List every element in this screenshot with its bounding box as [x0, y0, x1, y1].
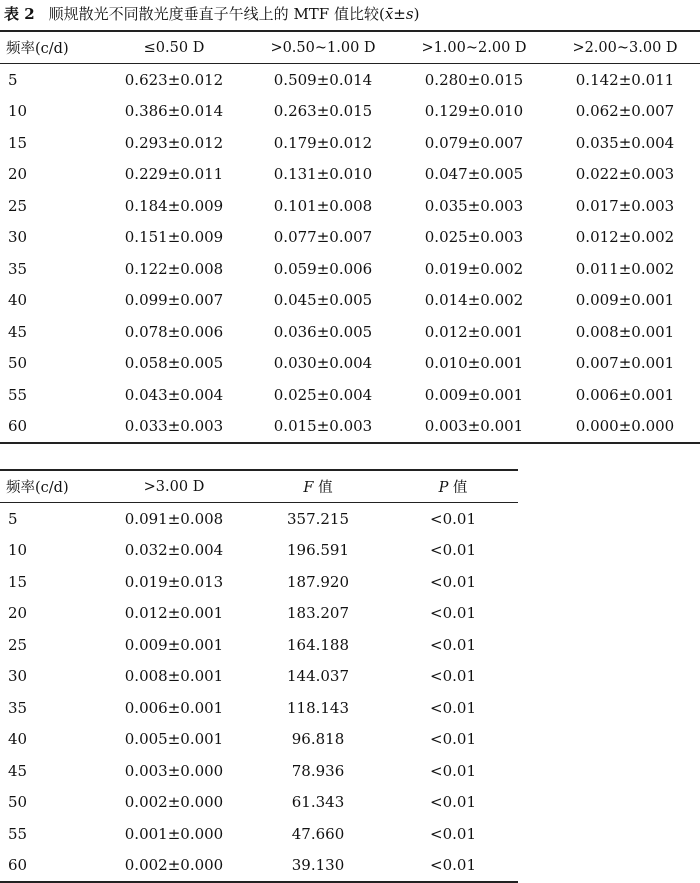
f-value-cell: 196.591	[286, 541, 350, 560]
gt-3-00-cell: 0.008±0.001	[124, 667, 224, 686]
table-header-row	[0, 31, 700, 64]
col-header-2-00-3-00: >2.00~3.00 D	[550, 31, 700, 64]
0-50-1-00-cell: 0.077±0.007	[273, 228, 373, 247]
p-symbol: P	[438, 480, 449, 496]
frequency-cell: 10	[8, 102, 28, 121]
frequency-cell: 40	[8, 291, 28, 310]
frequency-cell: 20	[8, 604, 28, 623]
frequency-cell: 10	[8, 541, 28, 560]
table-row	[0, 316, 700, 348]
1-00-2-00-cell: 0.010±0.001	[424, 354, 524, 373]
frequency-cell: 25	[8, 196, 28, 215]
le-0-50-cell: 0.151±0.009	[124, 228, 224, 247]
1-00-2-00-cell: 0.035±0.003	[424, 196, 524, 215]
table-row	[0, 850, 518, 883]
frequency-cell: 60	[8, 856, 28, 875]
0-50-1-00-cell: 0.263±0.015	[273, 102, 373, 121]
gt-3-00-cell: 0.019±0.013	[124, 572, 224, 591]
table-row	[0, 566, 518, 598]
table-row	[0, 64, 700, 96]
0-50-1-00-cell: 0.179±0.012	[273, 133, 373, 152]
le-0-50-cell: 0.058±0.005	[124, 354, 224, 373]
table-row	[0, 818, 518, 850]
1-00-2-00-cell: 0.003±0.001	[424, 417, 524, 436]
f-value-cell: 144.037	[286, 667, 350, 686]
0-50-1-00-cell: 0.509±0.014	[273, 70, 373, 89]
table-row	[0, 724, 518, 756]
gt-3-00-cell: 0.009±0.001	[124, 635, 224, 654]
f-value-cell: 61.343	[291, 793, 345, 812]
2-00-3-00-cell: 0.011±0.002	[575, 259, 675, 278]
0-50-1-00-cell: 0.101±0.008	[273, 196, 373, 215]
col-header-0-50-1-00: >0.50~1.00 D	[248, 31, 398, 64]
gt-3-00-cell: 0.006±0.001	[124, 698, 224, 717]
gt-3-00-cell: 0.002±0.000	[124, 856, 224, 875]
p-value-cell: <0.01	[430, 730, 476, 749]
col-header-le-0-50: ≤0.50 D	[100, 31, 248, 64]
f-value-cell: 357.215	[286, 509, 350, 528]
table-title: 顺规散光不同散光度垂直子午线上的 MTF 值比较(	[48, 5, 385, 23]
frequency-cell: 50	[8, 793, 28, 812]
2-00-3-00-cell: 0.142±0.011	[575, 70, 675, 89]
le-0-50-cell: 0.078±0.006	[124, 322, 224, 341]
col-header-gt-3-00: >3.00 D	[100, 470, 248, 503]
1-00-2-00-cell: 0.280±0.015	[424, 70, 524, 89]
table-caption	[4, 2, 419, 26]
2-00-3-00-cell: 0.000±0.000	[575, 417, 675, 436]
f-value-cell: 187.920	[286, 572, 350, 591]
le-0-50-cell: 0.293±0.012	[124, 133, 224, 152]
2-00-3-00-cell: 0.007±0.001	[575, 354, 675, 373]
col-header-frequency: 频率(c/d)	[0, 31, 100, 64]
0-50-1-00-cell: 0.030±0.004	[273, 354, 373, 373]
table-row	[0, 503, 518, 535]
f-value-cell: 164.188	[286, 635, 350, 654]
frequency-cell: 35	[8, 259, 28, 278]
0-50-1-00-cell: 0.045±0.005	[273, 291, 373, 310]
frequency-cell: 15	[8, 572, 28, 591]
le-0-50-cell: 0.184±0.009	[124, 196, 224, 215]
gt-3-00-cell: 0.002±0.000	[124, 793, 224, 812]
table-row	[0, 787, 518, 819]
table-row	[0, 629, 518, 661]
2-00-3-00-cell: 0.035±0.004	[575, 133, 675, 152]
0-50-1-00-cell: 0.131±0.010	[273, 165, 373, 184]
f-value-cell: 39.130	[291, 856, 345, 875]
1-00-2-00-cell: 0.014±0.002	[424, 291, 524, 310]
le-0-50-cell: 0.229±0.011	[124, 165, 224, 184]
frequency-cell: 50	[8, 354, 28, 373]
p-suffix: 值	[448, 480, 468, 496]
table-row	[0, 253, 700, 285]
1-00-2-00-cell: 0.025±0.003	[424, 228, 524, 247]
f-value-cell: 78.936	[291, 761, 345, 780]
le-0-50-cell: 0.122±0.008	[124, 259, 224, 278]
f-value-cell: 183.207	[286, 604, 350, 623]
p-value-cell: <0.01	[430, 793, 476, 812]
frequency-cell: 40	[8, 730, 28, 749]
1-00-2-00-cell: 0.012±0.001	[424, 322, 524, 341]
gt-3-00-cell: 0.005±0.001	[124, 730, 224, 749]
col-header-1-00-2-00: >1.00~2.00 D	[398, 31, 550, 64]
p-value-cell: <0.01	[430, 856, 476, 875]
mtf-table-part-2	[0, 469, 518, 883]
frequency-cell: 30	[8, 667, 28, 686]
le-0-50-cell: 0.386±0.014	[124, 102, 224, 121]
mtf-table-part-1	[0, 30, 700, 444]
p-value-cell: <0.01	[430, 541, 476, 560]
frequency-cell: 60	[8, 417, 28, 436]
gt-3-00-cell: 0.003±0.000	[124, 761, 224, 780]
f-value-cell: 118.143	[286, 698, 350, 717]
2-00-3-00-cell: 0.006±0.001	[575, 385, 675, 404]
table-row	[0, 96, 700, 128]
1-00-2-00-cell: 0.079±0.007	[424, 133, 524, 152]
0-50-1-00-cell: 0.025±0.004	[273, 385, 373, 404]
table-row	[0, 285, 700, 317]
gt-3-00-cell: 0.091±0.008	[124, 509, 224, 528]
le-0-50-cell: 0.623±0.012	[124, 70, 224, 89]
table-row	[0, 222, 700, 254]
table-row	[0, 535, 518, 567]
p-value-cell: <0.01	[430, 667, 476, 686]
2-00-3-00-cell: 0.012±0.002	[575, 228, 675, 247]
1-00-2-00-cell: 0.019±0.002	[424, 259, 524, 278]
frequency-cell: 45	[8, 761, 28, 780]
table-row	[0, 692, 518, 724]
0-50-1-00-cell: 0.059±0.006	[273, 259, 373, 278]
le-0-50-cell: 0.043±0.004	[124, 385, 224, 404]
p-value-cell: <0.01	[430, 761, 476, 780]
p-value-cell: <0.01	[430, 698, 476, 717]
table-row	[0, 411, 700, 444]
col-header-f-value	[248, 470, 388, 503]
0-50-1-00-cell: 0.015±0.003	[273, 417, 373, 436]
table-row	[0, 159, 700, 191]
le-0-50-cell: 0.099±0.007	[124, 291, 224, 310]
frequency-cell: 15	[8, 133, 28, 152]
2-00-3-00-cell: 0.008±0.001	[575, 322, 675, 341]
p-value-cell: <0.01	[430, 604, 476, 623]
frequency-cell: 55	[8, 385, 28, 404]
0-50-1-00-cell: 0.036±0.005	[273, 322, 373, 341]
table-row	[0, 190, 700, 222]
f-suffix: 值	[313, 480, 333, 496]
table-row	[0, 348, 700, 380]
table-row	[0, 127, 700, 159]
1-00-2-00-cell: 0.129±0.010	[424, 102, 524, 121]
f-symbol: F	[303, 480, 314, 496]
table-label: 表 2	[4, 5, 35, 23]
frequency-cell: 5	[8, 509, 18, 528]
p-value-cell: <0.01	[430, 509, 476, 528]
table-row	[0, 755, 518, 787]
p-value-cell: <0.01	[430, 824, 476, 843]
gt-3-00-cell: 0.012±0.001	[124, 604, 224, 623]
frequency-cell: 55	[8, 824, 28, 843]
col-header-p-value	[388, 470, 518, 503]
frequency-cell: 45	[8, 322, 28, 341]
2-00-3-00-cell: 0.062±0.007	[575, 102, 675, 121]
frequency-cell: 5	[8, 70, 18, 89]
p-value-cell: <0.01	[430, 635, 476, 654]
2-00-3-00-cell: 0.017±0.003	[575, 196, 675, 215]
table-row	[0, 598, 518, 630]
p-value-cell: <0.01	[430, 572, 476, 591]
table-header-row	[0, 470, 518, 503]
col-header-frequency: 频率(c/d)	[0, 470, 100, 503]
frequency-cell: 25	[8, 635, 28, 654]
1-00-2-00-cell: 0.047±0.005	[424, 165, 524, 184]
1-00-2-00-cell: 0.009±0.001	[424, 385, 524, 404]
f-value-cell: 96.818	[291, 730, 345, 749]
2-00-3-00-cell: 0.022±0.003	[575, 165, 675, 184]
le-0-50-cell: 0.033±0.003	[124, 417, 224, 436]
table-row	[0, 379, 700, 411]
table-title-close: )	[413, 5, 420, 23]
table-row	[0, 661, 518, 693]
frequency-cell: 30	[8, 228, 28, 247]
frequency-cell: 20	[8, 165, 28, 184]
f-value-cell: 47.660	[291, 824, 345, 843]
gt-3-00-cell: 0.001±0.000	[124, 824, 224, 843]
2-00-3-00-cell: 0.009±0.001	[575, 291, 675, 310]
gt-3-00-cell: 0.032±0.004	[124, 541, 224, 560]
frequency-cell: 35	[8, 698, 28, 717]
table-stat-notation: x̄±s	[384, 5, 414, 23]
